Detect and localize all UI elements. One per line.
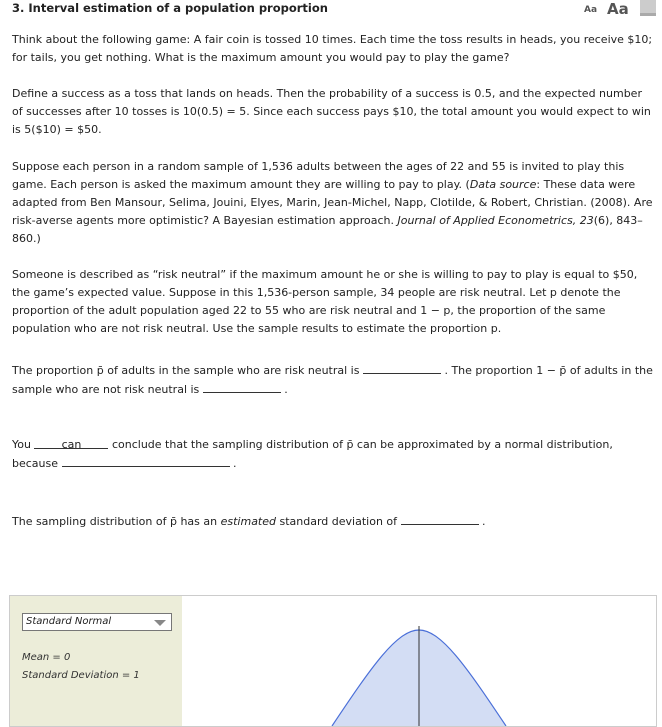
can-cannot-dropdown[interactable]: can — [34, 436, 108, 449]
distribution-select[interactable] — [22, 613, 172, 631]
sd-label: Standard Deviation = 1 — [22, 670, 140, 681]
reason-dropdown[interactable] — [62, 454, 230, 467]
increase-font-button[interactable]: Aa — [607, 0, 629, 18]
mean-label: Mean = 0 — [22, 652, 71, 663]
print-icon[interactable] — [640, 0, 656, 16]
journal-name: Journal of Applied Econometrics, 23 — [397, 214, 594, 227]
text: : These data were adapted from Ben Mansour, Selima, Jouini, Elyes, Marin, Jean-Michel, Napp, Clotilde, & Robert, Christian. (2008). Are risk-averse agents more optimistic? A Bayesian estimation approach. — [12, 178, 653, 227]
text: You — [12, 438, 31, 451]
text: Suppose each person in a random sample of 1,536 adults between the ages of 22 and 55 is invited to play this game. Each person is asked the maximum amount they are willing to pay to play. ( — [12, 160, 625, 191]
text: . — [482, 515, 486, 528]
chevron-down-icon — [154, 620, 166, 626]
distribution-panel — [10, 596, 182, 726]
text: (6), 843–860.) — [12, 214, 643, 245]
proportion-risk-neutral-input[interactable] — [363, 361, 441, 374]
data-source-label: Data source — [469, 178, 537, 191]
text: standard deviation of — [276, 515, 398, 528]
decrease-font-button[interactable]: Aa — [584, 5, 598, 15]
text: . — [284, 383, 288, 396]
selected-distribution: Standard Normal — [26, 616, 112, 627]
question-title: 3. Interval estimation of a population proportion — [12, 1, 328, 15]
success-definition: Define a success as a toss that lands on heads. Then the probability of a success is 0.5, and the expected number of successes after 10 tosses is 10(0.5) = 5. Since each success pays $10, the total amount you would expect to win is 5($10) = $50. — [12, 87, 651, 136]
text: . The proportion 1 − p̄ of adults in the sample who are not risk neutral is — [12, 364, 653, 396]
standard-deviation-input[interactable] — [401, 512, 479, 525]
sample-description — [12, 158, 654, 248]
text: estimated — [220, 515, 276, 528]
question-1 — [12, 361, 654, 399]
text: conclude that the sampling distribution of p̄ can be approximated by a normal distribution, because — [12, 438, 613, 470]
game-description: Think about the following game: A fair coin is tossed 10 times. Each time the toss results in heads, you receive $10; for tails, you get nothing. What is the maximum amount you would pay to play the game? — [12, 33, 653, 64]
normal-curve-plot[interactable] — [182, 596, 656, 726]
question-3 — [12, 512, 654, 531]
text: The sampling distribution of p̄ has an — [12, 515, 221, 528]
distribution-tool — [9, 595, 657, 727]
question-2 — [12, 436, 654, 473]
text: . — [233, 457, 237, 470]
proportion-not-risk-neutral-input[interactable] — [203, 380, 281, 393]
risk-neutral-description: Someone is described as “risk neutral” if the maximum amount he or she is willing to pay to play is equal to $50, the game’s expected value. Suppose in this 1,536-person sample, 34 people are risk neutral. Let p denote the proportion of the adult population aged 22 to 55 who are risk neutral and 1 − p, the proportion of the same population who are not risk neutral. Use the sample results to estimate the proportion p. — [12, 268, 638, 335]
text: The proportion p̄ of adults in the sample who are risk neutral is — [12, 364, 360, 377]
